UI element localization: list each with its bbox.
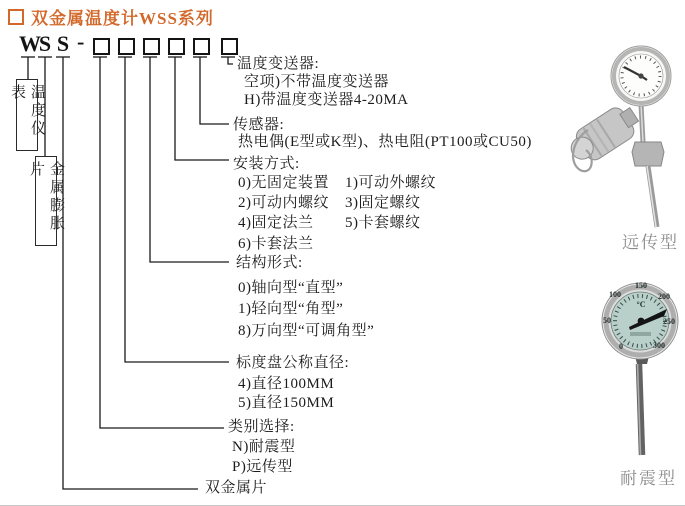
model-letter-w: W <box>19 31 41 56</box>
legend-sensor-heading: 传感器: <box>233 117 285 133</box>
shock-dial-num-150: 150 <box>635 281 647 290</box>
model-code-dash: - <box>77 29 85 54</box>
legend-structure-opt-1: 1)轻向型“角型” <box>238 301 344 317</box>
model-letter-s1: S <box>38 31 52 56</box>
mounting-opt-1: 1)可动外螺纹 <box>345 175 436 191</box>
legend-transmitter-opt-h: H)带温度变送器4-20MA <box>244 92 409 108</box>
legend-category-heading: 类别选择: <box>228 419 295 435</box>
legend-structure-opt-8: 8)万向型“可调角型” <box>238 323 375 339</box>
legend-transmitter-opt-blank: 空项)不带温度变送器 <box>244 74 389 90</box>
left-label-metal-expansion: 金属膨胀片 <box>35 156 57 246</box>
mounting-opt-5: 5)卡套螺纹 <box>345 215 421 231</box>
page-title: 双金属温度计WSS系列 <box>31 9 214 28</box>
shock-dial-num-0: 0 <box>619 342 623 351</box>
legend-dial-diameter-heading: 标度盘公称直径: <box>236 355 350 371</box>
shock-dial-num-250: 250 <box>663 317 675 326</box>
mounting-opt-4: 4)固定法兰 <box>238 215 314 231</box>
legend-mounting-heading: 安装方式: <box>233 156 300 172</box>
shock-dial-num-100: 100 <box>609 290 621 299</box>
mounting-opt-0: 0)无固定装置 <box>238 175 329 191</box>
legend-dial-opt-5: 5)直径150MM <box>238 395 335 411</box>
shock-dial-num-300: 300 <box>653 341 665 350</box>
legend-structure-opt-0: 0)轴向型“直型” <box>238 280 344 296</box>
legend-bimetal-label: 双金属片 <box>205 480 268 496</box>
remote-type-caption: 远传型 <box>622 233 679 252</box>
shock-gauge-dial <box>602 281 678 359</box>
model-letter-s2: S <box>56 31 70 56</box>
legend-dial-opt-4: 4)直径100MM <box>238 376 335 392</box>
shock-dial-num-200: 200 <box>658 292 670 301</box>
legend-category-opt-p: P)远传型 <box>232 459 293 475</box>
shock-dial-num-50: 50 <box>603 316 611 325</box>
legend-transmitter-heading: 温度变送器: <box>237 56 320 72</box>
mounting-opt-6: 6)卡套法兰 <box>238 236 314 252</box>
mounting-opt-2: 2)可动内螺纹 <box>238 195 329 211</box>
left-label-temperature-instrument: 温度仪表 <box>16 79 38 151</box>
mounting-opt-3: 3)固定螺纹 <box>345 195 421 211</box>
shock-dial-brandmark <box>630 332 651 336</box>
legend-structure-heading: 结构形式: <box>236 255 303 271</box>
shock-dial-unit: °C <box>636 300 646 309</box>
legend-sensor-types: 热电偶(E型或K型)、热电阻(PT100或CU50) <box>238 134 532 150</box>
legend-category-opt-n: N)耐震型 <box>232 439 296 455</box>
shock-type-caption: 耐震型 <box>620 469 677 488</box>
